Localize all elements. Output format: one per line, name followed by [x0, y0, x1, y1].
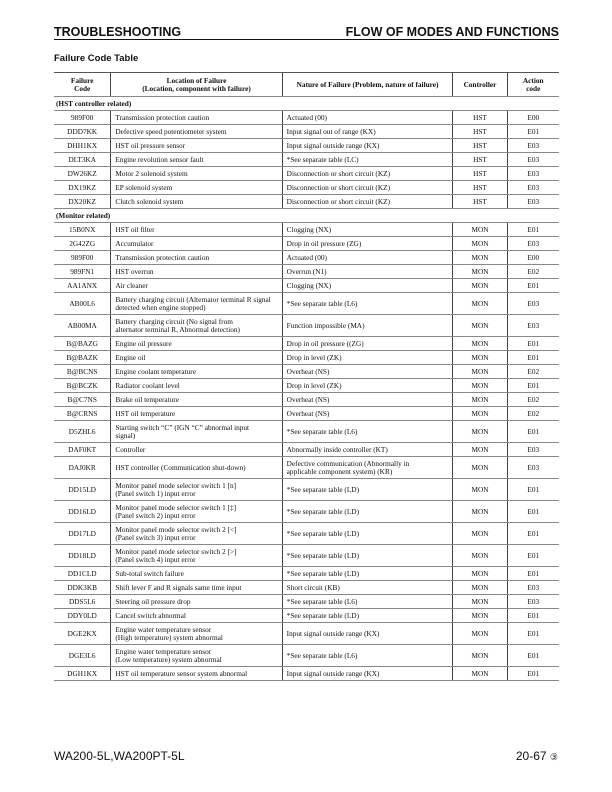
action-code-cell: E01: [507, 623, 559, 645]
header-left: TROUBLESHOOTING: [54, 25, 182, 39]
controller-cell: MON: [453, 351, 507, 365]
failure-code-cell: DD17LD: [54, 523, 111, 545]
column-header-nature: Nature of Failure (Problem, nature of failure): [282, 73, 453, 97]
nature-cell: Function impossible (MA): [282, 315, 453, 337]
table-row: [54, 237, 559, 251]
nature-cell: *See separate table (LD): [282, 501, 453, 523]
action-code-cell: E01: [507, 545, 559, 567]
controller-cell: MON: [453, 479, 507, 501]
failure-code-cell: DDK3KB: [54, 581, 111, 595]
page-number: 20-67: [515, 749, 547, 763]
nature-cell: *See separate table (LD): [282, 545, 453, 567]
action-code-cell: E00: [507, 111, 559, 125]
table-row: [54, 251, 559, 265]
table-row: [54, 421, 559, 443]
action-code-cell: E03: [507, 195, 559, 209]
controller-cell: MON: [453, 609, 507, 623]
location-cell: Monitor panel mode selector switch 1 [n] (Panel switch 1) input error: [111, 479, 282, 501]
location-cell: Transmission protection caution: [111, 251, 282, 265]
location-cell: Sub-total switch failure: [111, 567, 282, 581]
table-row: [54, 153, 559, 167]
location-cell: Clutch solenoid system: [111, 195, 282, 209]
controller-cell: HST: [453, 195, 507, 209]
action-code-cell: E00: [507, 251, 559, 265]
failure-code-cell: DD16LD: [54, 501, 111, 523]
table-row: [54, 315, 559, 337]
action-code-cell: E03: [507, 181, 559, 195]
location-cell: Transmission protection caution: [111, 111, 282, 125]
location-cell: HST controller (Communication shut-down): [111, 457, 282, 479]
failure-code-table: [54, 72, 559, 681]
action-code-cell: E01: [507, 501, 559, 523]
nature-cell: *See separate table (L6): [282, 595, 453, 609]
action-code-cell: E01: [507, 279, 559, 293]
controller-cell: HST: [453, 153, 507, 167]
controller-cell: MON: [453, 223, 507, 237]
failure-code-cell: 15B0NX: [54, 223, 111, 237]
table-row: [54, 195, 559, 209]
failure-code-cell: AB00MA: [54, 315, 111, 337]
table-row: [54, 581, 559, 595]
group-row: [54, 97, 559, 111]
location-cell: Monitor panel mode selector switch 2 [<] (Panel switch 3) input error: [111, 523, 282, 545]
location-cell: Battery charging circuit (Alternator terminal R signal detected when engine stopped): [111, 293, 282, 315]
controller-cell: MON: [453, 443, 507, 457]
location-cell: Engine oil: [111, 351, 282, 365]
table-row: [54, 279, 559, 293]
location-cell: Starting switch “C” (IGN “C” abnormal input signal): [111, 421, 282, 443]
action-code-cell: E01: [507, 351, 559, 365]
column-header-failure-code: Failure Code: [54, 73, 111, 97]
failure-code-cell: DGH1KX: [54, 667, 111, 681]
table-row: [54, 365, 559, 379]
nature-cell: Input signal outside range (KX): [282, 139, 453, 153]
failure-code-cell: DDD7KK: [54, 125, 111, 139]
location-cell: Monitor panel mode selector switch 1 [‡] (Panel switch 2) input error: [111, 501, 282, 523]
failure-code-cell: 989FN1: [54, 265, 111, 279]
nature-cell: Disconnection or short circuit (KZ): [282, 181, 453, 195]
failure-code-cell: DDS5L6: [54, 595, 111, 609]
action-code-cell: E03: [507, 457, 559, 479]
table-row: [54, 609, 559, 623]
table-row: [54, 501, 559, 523]
table-header-row: [54, 73, 559, 97]
action-code-cell: E03: [507, 443, 559, 457]
nature-cell: Drop in oil pressure (ZG): [282, 237, 453, 251]
location-cell: Brake oil temperature: [111, 393, 282, 407]
action-code-cell: E01: [507, 479, 559, 501]
action-code-cell: E02: [507, 265, 559, 279]
table-row: [54, 293, 559, 315]
location-cell: HST oil temperature sensor system abnormal: [111, 667, 282, 681]
table-row: [54, 351, 559, 365]
footer-page: [516, 749, 558, 763]
failure-code-cell: 2G42ZG: [54, 237, 111, 251]
controller-cell: HST: [453, 139, 507, 153]
group-label: (HST controller related): [54, 97, 559, 111]
action-code-cell: E01: [507, 379, 559, 393]
nature-cell: Overheat (NS): [282, 407, 453, 421]
failure-code-cell: DHH1KX: [54, 139, 111, 153]
failure-code-cell: AB00L6: [54, 293, 111, 315]
controller-cell: MON: [453, 279, 507, 293]
nature-cell: Disconnection or short circuit (KZ): [282, 167, 453, 181]
location-cell: Monitor panel mode selector switch 2 [>] (Panel switch 4) input error: [111, 545, 282, 567]
table-row: [54, 545, 559, 567]
table-row: [54, 181, 559, 195]
location-cell: HST oil temperature: [111, 407, 282, 421]
failure-code-cell: DD1CLD: [54, 567, 111, 581]
location-cell: HST oil pressure sensor: [111, 139, 282, 153]
location-cell: HST oil filter: [111, 223, 282, 237]
table-row: [54, 379, 559, 393]
nature-cell: Drop in level (ZK): [282, 351, 453, 365]
table-row: [54, 139, 559, 153]
action-code-cell: E01: [507, 421, 559, 443]
action-code-cell: E03: [507, 167, 559, 181]
location-cell: Motor 2 solenoid system: [111, 167, 282, 181]
nature-cell: Overheat (NS): [282, 393, 453, 407]
section-title: Failure Code Table: [54, 53, 139, 64]
nature-cell: *See separate table (LC): [282, 153, 453, 167]
action-code-cell: E01: [507, 337, 559, 351]
nature-cell: *See separate table (LD): [282, 479, 453, 501]
failure-code-cell: DGE2KX: [54, 623, 111, 645]
action-code-cell: E03: [507, 139, 559, 153]
failure-code-cell: B@BAZK: [54, 351, 111, 365]
nature-cell: *See separate table (L6): [282, 293, 453, 315]
action-code-cell: E02: [507, 407, 559, 421]
controller-cell: MON: [453, 523, 507, 545]
controller-cell: MON: [453, 567, 507, 581]
table-row: [54, 125, 559, 139]
action-code-cell: E03: [507, 581, 559, 595]
action-code-cell: E03: [507, 595, 559, 609]
failure-code-cell: DDY0LD: [54, 609, 111, 623]
column-header-location: Location of Failure (Location, component with failure): [111, 73, 282, 97]
location-cell: Engine revolution sensor fault: [111, 153, 282, 167]
nature-cell: Clogging (NX): [282, 223, 453, 237]
nature-cell: *See separate table (LD): [282, 567, 453, 581]
action-code-cell: E02: [507, 393, 559, 407]
table-row: [54, 337, 559, 351]
action-code-cell: E01: [507, 125, 559, 139]
controller-cell: MON: [453, 393, 507, 407]
location-cell: Engine oil pressure: [111, 337, 282, 351]
controller-cell: MON: [453, 645, 507, 667]
location-cell: EP solenoid system: [111, 181, 282, 195]
nature-cell: Defective communication (Abnormally in applicable component system) (KR): [282, 457, 453, 479]
failure-code-cell: AA1ANX: [54, 279, 111, 293]
table-row: [54, 523, 559, 545]
controller-cell: HST: [453, 111, 507, 125]
location-cell: Controller: [111, 443, 282, 457]
group-row: [54, 209, 559, 223]
nature-cell: Clogging (NX): [282, 279, 453, 293]
action-code-cell: E01: [507, 645, 559, 667]
failure-code-cell: DAJ0KR: [54, 457, 111, 479]
nature-cell: *See separate table (LD): [282, 523, 453, 545]
failure-code-cell: 989F00: [54, 111, 111, 125]
table-row: [54, 667, 559, 681]
controller-cell: MON: [453, 315, 507, 337]
location-cell: Accumulator: [111, 237, 282, 251]
nature-cell: Overheat (NS): [282, 365, 453, 379]
nature-cell: Overrun (N1): [282, 265, 453, 279]
nature-cell: Actuated (00): [282, 111, 453, 125]
location-cell: Battery charging circuit (No signal from alternator terminal R, Abnormal detection): [111, 315, 282, 337]
nature-cell: *See separate table (L6): [282, 645, 453, 667]
table-row: [54, 111, 559, 125]
group-label: (Monitor related): [54, 209, 559, 223]
controller-cell: MON: [453, 379, 507, 393]
table-row: [54, 595, 559, 609]
failure-code-cell: 989F00: [54, 251, 111, 265]
controller-cell: HST: [453, 167, 507, 181]
failure-code-cell: DGE3L6: [54, 645, 111, 667]
location-cell: Air cleaner: [111, 279, 282, 293]
action-code-cell: E03: [507, 237, 559, 251]
column-header-action-code: Action code: [507, 73, 559, 97]
failure-code-cell: D5ZHL6: [54, 421, 111, 443]
failure-code-cell: DD15LD: [54, 479, 111, 501]
nature-cell: Input signal outside range (KX): [282, 623, 453, 645]
controller-cell: MON: [453, 623, 507, 645]
revision-mark: ③: [549, 752, 558, 762]
controller-cell: MON: [453, 251, 507, 265]
location-cell: Steering oil pressure drop: [111, 595, 282, 609]
action-code-cell: E02: [507, 365, 559, 379]
nature-cell: Drop in oil pressure ((ZG): [282, 337, 453, 351]
action-code-cell: E01: [507, 567, 559, 581]
controller-cell: MON: [453, 545, 507, 567]
controller-cell: HST: [453, 125, 507, 139]
controller-cell: MON: [453, 365, 507, 379]
table-row: [54, 457, 559, 479]
footer-model: WA200-5L,WA200PT-5L: [54, 749, 185, 763]
controller-cell: MON: [453, 337, 507, 351]
column-header-controller: Controller: [453, 73, 507, 97]
action-code-cell: E03: [507, 315, 559, 337]
table-row: [54, 265, 559, 279]
controller-cell: MON: [453, 237, 507, 251]
location-cell: Engine water temperature sensor (Low temperature) system abnormal: [111, 645, 282, 667]
action-code-cell: E01: [507, 609, 559, 623]
controller-cell: MON: [453, 265, 507, 279]
failure-code-cell: B@C7NS: [54, 393, 111, 407]
action-code-cell: E01: [507, 223, 559, 237]
action-code-cell: E03: [507, 293, 559, 315]
failure-code-cell: DD18LD: [54, 545, 111, 567]
table-row: [54, 623, 559, 645]
location-cell: Engine water temperature sensor (High temperature) system abnormal: [111, 623, 282, 645]
nature-cell: *See separate table (LD): [282, 609, 453, 623]
table-row: [54, 479, 559, 501]
action-code-cell: E01: [507, 523, 559, 545]
location-cell: Engine coolant temperature: [111, 365, 282, 379]
failure-code-cell: DLT3KA: [54, 153, 111, 167]
failure-code-cell: DX20KZ: [54, 195, 111, 209]
table-row: [54, 167, 559, 181]
nature-cell: Input signal out of range (KX): [282, 125, 453, 139]
failure-code-cell: B@CRNS: [54, 407, 111, 421]
nature-cell: *See separate table (L6): [282, 421, 453, 443]
action-code-cell: E03: [507, 153, 559, 167]
nature-cell: Drop in level (ZK): [282, 379, 453, 393]
nature-cell: Short circuit (KB): [282, 581, 453, 595]
controller-cell: MON: [453, 667, 507, 681]
controller-cell: MON: [453, 421, 507, 443]
table-row: [54, 567, 559, 581]
location-cell: Radiator coolant level: [111, 379, 282, 393]
table-row: [54, 443, 559, 457]
failure-code-cell: B@BAZG: [54, 337, 111, 351]
failure-code-cell: B@BCNS: [54, 365, 111, 379]
location-cell: Cancel switch abnormal: [111, 609, 282, 623]
failure-code-cell: DX19KZ: [54, 181, 111, 195]
table-row: [54, 223, 559, 237]
failure-code-cell: B@BCZK: [54, 379, 111, 393]
location-cell: Defective speed potentiometer system: [111, 125, 282, 139]
location-cell: Shift lever F and R signals same time input: [111, 581, 282, 595]
nature-cell: Disconnection or short circuit (KZ): [282, 195, 453, 209]
controller-cell: MON: [453, 501, 507, 523]
controller-cell: MON: [453, 407, 507, 421]
action-code-cell: E01: [507, 667, 559, 681]
location-cell: HST overrun: [111, 265, 282, 279]
controller-cell: MON: [453, 457, 507, 479]
controller-cell: HST: [453, 181, 507, 195]
nature-cell: Actuated (00): [282, 251, 453, 265]
table-row: [54, 407, 559, 421]
table-row: [54, 645, 559, 667]
controller-cell: MON: [453, 595, 507, 609]
table-row: [54, 393, 559, 407]
failure-code-cell: DW26KZ: [54, 167, 111, 181]
failure-code-cell: DAF0KT: [54, 443, 111, 457]
header-right: FLOW OF MODES AND FUNCTIONS: [345, 25, 559, 39]
controller-cell: MON: [453, 293, 507, 315]
nature-cell: Abnormally inside controller (KT): [282, 443, 453, 457]
page-header: [54, 26, 559, 40]
nature-cell: Input signal outside range (KX): [282, 667, 453, 681]
controller-cell: MON: [453, 581, 507, 595]
